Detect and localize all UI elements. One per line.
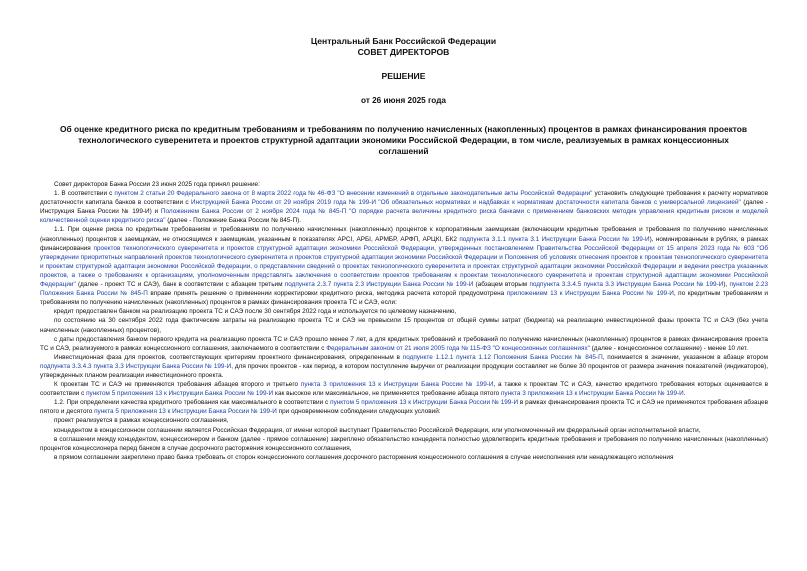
legal-reference-link[interactable]: подпункта 3.3.4.5 пункта 3.3 Инструкции Банка России № 199-И: [529, 281, 724, 289]
paragraph-text: (далее - Положение Банка России № 845-П).: [165, 217, 302, 225]
legal-reference-link[interactable]: Положением Банка России от 2 ноября 2024 года № 845-П "О порядке расчета величины кредитного риска банками с применением банковских методик управления кредитным риском и моделей количественной оценки кредитного риска": [40, 208, 768, 225]
legal-reference-link[interactable]: проектов технологического суверенитета и проектов структурной адаптации экономики Российской Федерации, утвержденных постановлением Правительства Российской Федерации от 15 апреля 2023 года № 603 "Об утверждении приоритетных направлений проектов технологического суверенитета и проектов структурной адаптации экономики Российской Федерации и Положения об условиях отнесения проектов к проектам технологического суверенитета и проектам структурной адаптации экономики Российской Федерации, о представлении сведений о проектах технологического суверенитета и проектах структурной адаптации экономики Российской Федерации и ведении реестра указанных проектов, а также о требованиях к организациям, уполномоченным представлять заключения о соответствии проектов требованиям к проектам технологического суверенитета и проектам структурной адаптации экономики Российской Федерации": [40, 244, 769, 289]
document-body: [40, 180, 768, 462]
paragraph: [40, 453, 768, 462]
legal-reference-link[interactable]: подпункта 3.1.1 пункта 3.1 Инструкции Банка России № 199-И: [459, 235, 650, 243]
paragraph-text: в прямом соглашении закреплено право банка требовать от сторон концессионного соглашения досрочного расторжения концессионного соглашения в случае неисполнения или ненадлежащего исполнения: [54, 453, 674, 461]
paragraph-text: проект реализуется в рамках концессионного соглашения,: [54, 417, 229, 425]
paragraph-text: при одновременном соблюдении следующих условий:: [276, 408, 441, 416]
paragraph: [40, 380, 768, 398]
board-name: СОВЕТ ДИРЕКТОРОВ: [357, 46, 450, 57]
paragraph: [40, 307, 768, 316]
paragraph-text: установить следующие требования к расчету нормативов достаточности капитала банков в соответствии с: [40, 190, 768, 207]
paragraph-text: (далее - Инструкция Банка России № 199-И) и: [40, 199, 768, 216]
document-date: от 26 июня 2025 года: [361, 95, 446, 105]
paragraph-text: , для прочих проектов - как период, в котором поступление выручки от реализации продукции составляет не более 30 процентов от размера значения показателей (индикаторов), утвержденных планом реализации инвестиционного проекта.: [40, 362, 768, 379]
paragraph: [40, 416, 768, 425]
paragraph-text: концедентом в концессионном соглашении является Российская Федерация, от имени которой выступает Правительство Российской Федерации, или уполномоченный им федеральный орган исполнительной власти,: [54, 426, 701, 434]
paragraph: [40, 398, 768, 416]
legal-reference-link[interactable]: Федеральным законом от 21 июля 2005 года № 115-ФЗ "О концессионных соглашениях": [326, 344, 590, 352]
paragraph-text: Совет директоров Банка России 23 июня 2025 года принял решение:: [54, 181, 260, 188]
issuer-name: Центральный Банк Российской Федерации: [310, 36, 497, 46]
paragraph: [40, 426, 768, 435]
paragraph: [40, 225, 768, 307]
paragraph-text: , по кредитным требованиям и требованиям по получению начисленных (накопленных) процентов в рамках финансирования проекта ТС и САЭ, если:: [40, 290, 768, 307]
legal-reference-link[interactable]: пунктом 5 приложения 13 к Инструкции Банка России № 199-И: [330, 399, 519, 407]
legal-reference-link[interactable]: подпункта 3.3.4.3 пункта 3.3 Инструкции Банка России № 199-И: [40, 362, 232, 370]
legal-reference-link[interactable]: пунктом 5 приложения 13 к Инструкции Банка России № 199-И: [86, 390, 274, 398]
legal-reference-link[interactable]: Инструкцией Банка России от 29 ноября 2019 года № 199-И "Об обязательных нормативах и надбавках к нормативам достаточности капитала банков с универсальной лицензией": [191, 199, 741, 207]
paragraph-text: (далее - проект ТС и САЭ), банк в соответствии с абзацем третьим: [75, 281, 285, 289]
paragraph-text: , а также к проектам ТС и САЭ, качество кредитного требования которых оценивается в соответствии с: [40, 381, 769, 398]
legal-reference-link[interactable]: пунктом 2.23 Положения Банка России № 845-П: [40, 281, 768, 298]
paragraph-text: ), номинированным в рублях, в рамках финансирования: [40, 235, 769, 252]
legal-reference-link[interactable]: подпункта 2.3.7 пункта 2.3 Инструкции Банка России № 199-И: [284, 281, 474, 289]
paragraph: [40, 180, 768, 189]
paragraph-text: в соглашении между концедентом, концессионером и банком (далее - прямое соглашение) закреплено обязательство концедента полностью удовлетворить кредитные требования и требования по получению начисленных (накопленных) процентов концессионера перед банком в случае досрочного расторжения концессионного соглашения,: [40, 435, 768, 452]
legal-reference-link[interactable]: пунктом 2 статьи 20 Федерального закона от 8 марта 2022 года № 46-ФЗ "О внесении изменений в отдельные законодательные акты Российской Федерации": [114, 190, 593, 198]
paragraph-text: 1.1. При оценке риска по кредитным требованиям и требованиям по получению начисленных (накопленных) процентов к корпоративным заемщикам (включающим кредитные требования и требования по получению начисленных (накопленных) процентов к заемщикам, не относящимся к заемщикам, указанным в показателях АРСI, АРБI, АРМБР, АРФП, АРЦКI, БК2: [40, 226, 768, 243]
paragraph-text: 1.2. При определении качества кредитного требования как максимального в соответствии с: [54, 399, 331, 407]
paragraph-text: Инвестиционная фаза для проектов, соответствующих критериям проектного финансирования, определенным в: [54, 353, 403, 361]
paragraph-text: по состоянию на 30 сентября 2022 года фактические затраты на реализацию проекта ТС и САЭ не превысили 15 процентов от общей суммы затрат (бюджета) на реализацию инвестиционной фазы проекта ТС и САЭ (без учета начисленных (накопленных) процентов),: [40, 317, 768, 334]
paragraph-text: как высокое или максимальное, не применяется требование абзаца пятого: [273, 390, 501, 398]
paragraph-text: (далее - концессионное соглашение) - менее 10 лет.: [589, 344, 748, 352]
paragraph: [40, 435, 768, 453]
paragraph: [40, 335, 768, 353]
paragraph-text: в рамках финансирования проекта ТС и САЭ не применяются требования абзацев пятого и десятого: [40, 399, 768, 416]
paragraph-text: ),: [723, 281, 730, 289]
paragraph-text: вправе принять решение о применении корректировки кредитного риска, методика расчета которой предусмотрена: [147, 290, 507, 298]
paragraph-text: , понимается в значении, указанном в абзаце втором: [602, 353, 768, 361]
paragraph: [40, 316, 768, 334]
legal-reference-link[interactable]: приложением 13 к Инструкции Банка России № 199-И: [506, 290, 674, 298]
legal-reference-link[interactable]: пункта 3 приложения 13 к Инструкции Банка России № 199-И: [500, 390, 684, 398]
legal-reference-link[interactable]: пункта 3 приложения 13 к Инструкции Банка России № 199-И: [300, 381, 494, 389]
legal-reference-link[interactable]: подпункте 1.12.1 пункта 1.12 Положения Банка России № 845-П: [402, 353, 603, 361]
paragraph-text: с даты предоставления банком первого кредита на реализацию проекта ТС и САЭ прошло менее 7 лет, а для кредитных требований и требований по получению начисленных (накопленных) процентов в рамках финансирования проекта ТС и САЭ, реализуемого в рамках концессионного соглашения, заключаемого в соответствии с: [40, 335, 768, 352]
legal-reference-link[interactable]: пункта 5 приложения 13 к Инструкции Банка России № 199-И: [94, 408, 277, 416]
paragraph-text: кредит предоставлен банком на реализацию проекта ТС и САЭ после 30 сентября 2022 года и используется по целевому назначению,: [54, 308, 457, 316]
paragraph: [40, 353, 768, 380]
paragraph-text: К проектам ТС и САЭ не применяются требования абзацев второго и третьего: [54, 381, 301, 389]
paragraph-text: (абзацем вторым: [473, 281, 530, 289]
paragraph: [40, 189, 768, 225]
paragraph-text: .: [683, 390, 686, 398]
document-subject: Об оценке кредитного риска по кредитным требованиям и требованиям по получению начисленных (накопленных) процентов в рамках финансирования проектов технологического суверенитета и проектов структурной адаптации экономики Российской Федерации, в том числе, реализуемых в рамках концессионных соглашений: [59, 124, 748, 156]
paragraph-text: 1. В соответствии с: [54, 190, 115, 198]
document-type: РЕШЕНИЕ: [381, 71, 426, 81]
